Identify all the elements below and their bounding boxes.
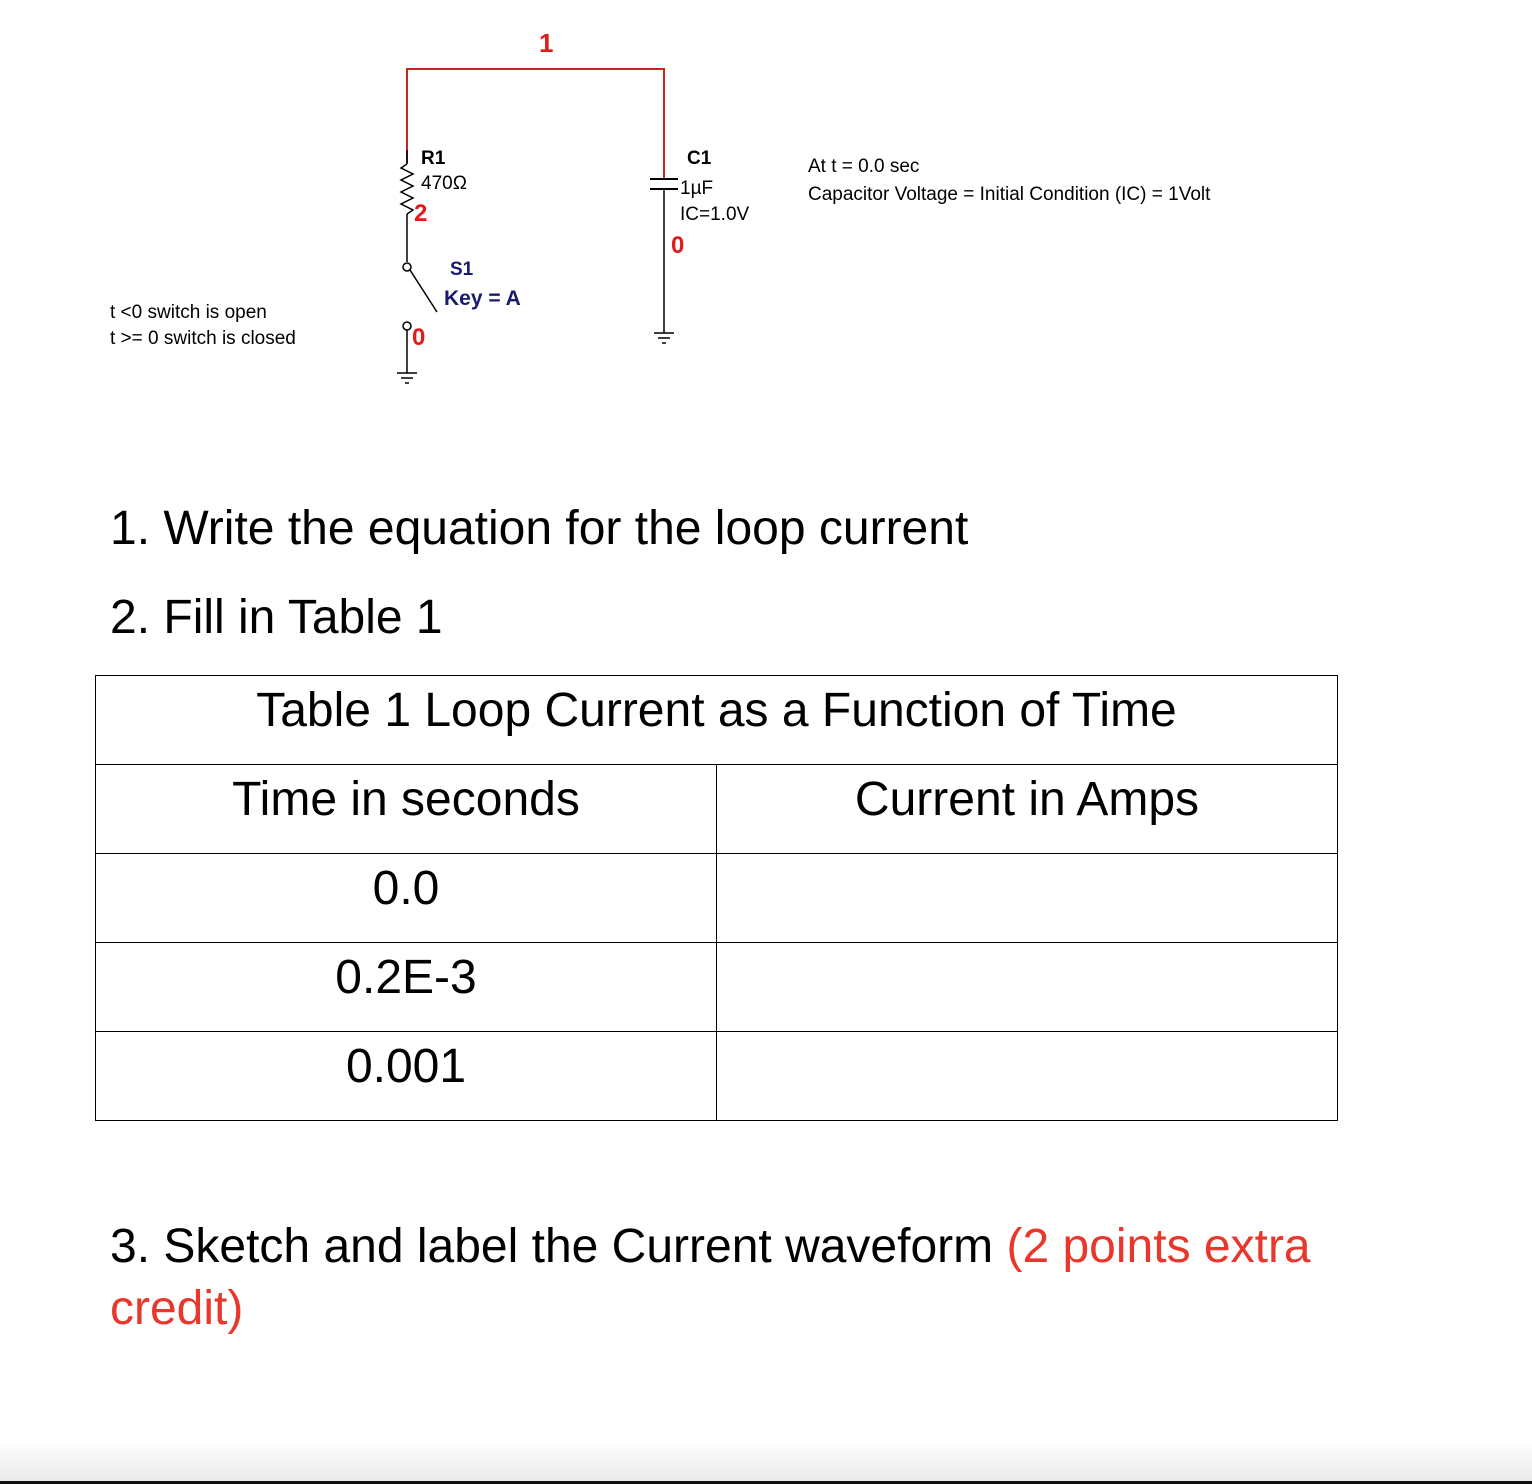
wire-net-1 bbox=[407, 69, 664, 178]
node-label-0-right: 0 bbox=[671, 232, 685, 259]
table-header-row bbox=[96, 765, 1338, 854]
node-label-0-left: 0 bbox=[412, 324, 426, 351]
ground-symbol-left bbox=[397, 373, 417, 383]
ic-note-line-1: At t = 0.0 sec bbox=[808, 156, 920, 177]
r1-value: 470Ω bbox=[421, 173, 467, 194]
r1-name: R1 bbox=[421, 148, 446, 169]
switch-note-line-1: t <0 switch is open bbox=[110, 302, 267, 323]
table-caption-row bbox=[96, 676, 1338, 765]
ic-note-line-2: Capacitor Voltage = Initial Condition (IC) = 1Volt bbox=[808, 184, 1211, 205]
ground-symbol-right bbox=[654, 333, 674, 343]
column-header-time: Time in seconds bbox=[96, 765, 717, 854]
page-bottom-shadow bbox=[0, 1440, 1532, 1482]
time-cell: 0.0 bbox=[96, 854, 717, 943]
question-1: 1. Write the equation for the loop current bbox=[110, 502, 969, 555]
s1-blade bbox=[410, 270, 437, 312]
extra-credit-note: (2 points extra credit) bbox=[110, 1220, 1311, 1335]
time-cell: 0.001 bbox=[96, 1032, 717, 1121]
time-cell: 0.2E-3 bbox=[96, 943, 717, 1032]
question-3-text: 3. Sketch and label the Current waveform bbox=[110, 1220, 994, 1273]
current-cell[interactable] bbox=[717, 854, 1338, 943]
table-row bbox=[96, 1032, 1338, 1121]
node-label-1: 1 bbox=[539, 28, 554, 58]
question-2: 2. Fill in Table 1 bbox=[110, 591, 443, 644]
table-row bbox=[96, 943, 1338, 1032]
r1-resistor-zigzag bbox=[401, 164, 413, 214]
s1-key: Key = A bbox=[444, 287, 521, 310]
s1-terminal-top bbox=[403, 263, 411, 271]
switch-note-line-2: t >= 0 switch is closed bbox=[110, 328, 296, 349]
loop-current-table bbox=[95, 675, 1338, 1121]
table-row bbox=[96, 854, 1338, 943]
question-3 bbox=[110, 1216, 1450, 1340]
circuit-schematic bbox=[0, 0, 1532, 440]
c1-initial-condition: IC=1.0V bbox=[680, 204, 750, 225]
current-cell[interactable] bbox=[717, 943, 1338, 1032]
s1-name: S1 bbox=[450, 259, 474, 280]
s1-terminal-bottom bbox=[403, 322, 411, 330]
c1-value: 1µF bbox=[680, 178, 714, 199]
table-caption: Table 1 Loop Current as a Function of Time bbox=[96, 676, 1338, 765]
column-header-current: Current in Amps bbox=[717, 765, 1338, 854]
current-cell[interactable] bbox=[717, 1032, 1338, 1121]
c1-name: C1 bbox=[687, 148, 712, 169]
node-label-2: 2 bbox=[414, 200, 428, 227]
